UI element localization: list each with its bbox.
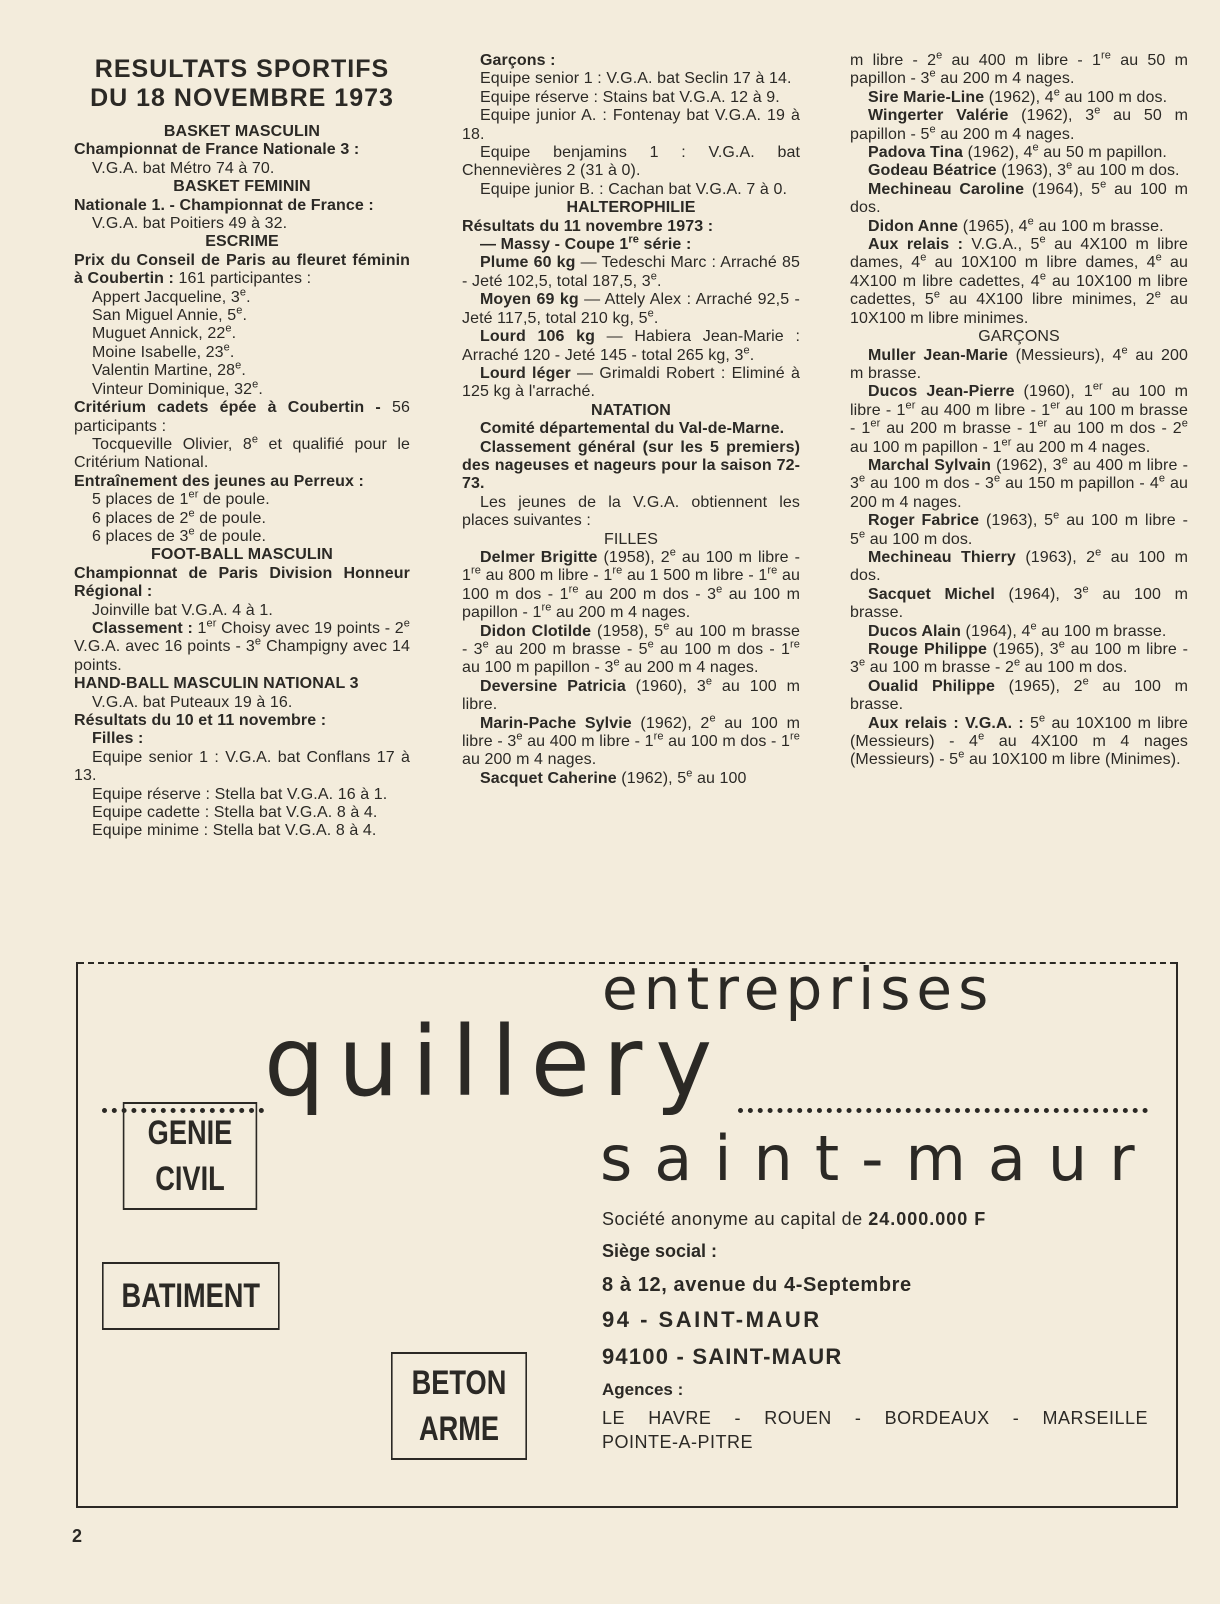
section-heading-handball: HAND-BALL MASCULIN NATIONAL 3	[74, 675, 359, 693]
nat-sire: Sire Marie-Line (1962), 4e au 100 m dos.	[868, 86, 1168, 106]
nat-jeunes: Les jeunes de la V.G.A. obtiennent les places suivantes :	[462, 493, 800, 530]
escrime-places-1: 5 places de 1er de poule.	[92, 488, 270, 509]
escrime-criterium: Critérium cadets épée à Coubertin - 56 participants :	[74, 399, 410, 435]
column-1	[74, 52, 410, 841]
halt-results-heading: Résultats du 11 novembre 1973 :	[462, 217, 714, 235]
escrime-result-5: Valentin Martine, 28e.	[92, 359, 246, 380]
halt-lourd-leger: Lourd léger — Grimaldi Robert : Eliminé à 125 kg à l'arraché.	[462, 364, 801, 401]
basket-f-result: V.G.A. bat Poitiers 49 à 32.	[92, 215, 288, 233]
hand-filles-4: Equipe minime : Stella bat V.G.A. 8 à 4.	[92, 822, 377, 840]
foot-classement: Classement : 1er Choisy avec 19 points - 2e V.G.A. avec 16 points - 3e Champigny avec 14 points.	[74, 617, 410, 674]
nat-comite: Comité départemental du Val-de-Marne.	[480, 420, 785, 438]
ad-siege-label: Siège social :	[602, 1241, 718, 1261]
nat-muller: Muller Jean-Marie (Messieurs), 4e au 200 m brasse.	[850, 344, 1188, 382]
column-2	[462, 52, 800, 788]
nat-mechineau-caroline: Mechineau Caroline (1964), 5e au 100 m dos.	[850, 178, 1189, 217]
foot-championship: Championnat de Paris Division Honneur Régional :	[74, 564, 410, 601]
nat-marin-pache: Marin-Pache Sylvie (1962), 2e au 100 m libre - 3e au 400 m libre - 1re au 100 m dos - 1re au 200 m 4 nages.	[462, 712, 801, 769]
halt-lourd: Lourd 106 kg — Habiera Jean-Marie : Arraché 120 - Jeté 145 - total 265 kg, 3e.	[462, 328, 801, 364]
nat-didon-clotilde: Didon Clotilde (1958), 5e au 100 m brasse - 3e au 200 m brasse - 5e au 100 m dos - 1re au 100 m papillon - 3e au 200 m 4 nages.	[462, 620, 800, 677]
nat-relais-filles: Aux relais : V.G.A., 5e au 4X100 m libre dames, 4e au 10X100 m libre dames, 4e au 4X100 m libre cadettes, 4e au 10X100 m libre cadettes, 5e au 4X100 libre minimes, 2e au 10X100 m libre minimes.	[850, 233, 1189, 327]
nat-relais-garcons: Aux relais : V.G.A. : 5e au 10X100 m libre (Messieurs) - 4e au 4X100 m 4 nages (Messieurs) - 5e au 10X100 m libre (Minimes).	[850, 712, 1189, 769]
halt-plume: Plume 60 kg — Tedeschi Marc : Arraché 85 - Jeté 102,5, total 187,5, 3e.	[462, 254, 800, 290]
section-heading-football: FOOT-BALL MASCULIN	[151, 546, 333, 564]
hand-garcons-label: Garçons :	[480, 52, 556, 69]
section-heading-basket-masculin: BASKET MASCULIN	[163, 123, 321, 140]
ad-agences-list: LE HAVRE - ROUEN - BORDEAUX - MARSEILLE	[602, 1408, 1148, 1428]
nat-wingerter: Wingerter Valérie (1962), 3e au 50 m papillon - 5e au 200 m 4 nages.	[850, 104, 1189, 143]
halt-moyen: Moyen 69 kg — Attely Alex : Arraché 92,5 - Jeté 117,5, total 210 kg, 5e.	[462, 291, 800, 327]
hand-filles-label: Filles :	[92, 730, 144, 748]
ad-address: 8 à 12, avenue du 4-Septembre	[602, 1274, 912, 1296]
nat-sacquet-michel: Sacquet Michel (1964), 3e au 100 m brasse.	[850, 583, 1188, 622]
nat-mechineau-thierry: Mechineau Thierry (1963), 2e au 100 m dos.	[850, 546, 1188, 585]
nat-rouge: Rouge Philippe (1965), 3e au 100 m libre - 3e au 100 m brasse - 2e au 100 m dos.	[850, 638, 1188, 677]
escrime-result-4: Moine Isabelle, 23e.	[92, 341, 235, 361]
nat-didon-anne: Didon Anne (1965), 4e au 100 m brasse.	[868, 215, 1164, 235]
nat-marchal: Marchal Sylvain (1962), 3e au 400 m libre - 3e au 100 m dos - 3e au 150 m papillon - 4e au 200 m 4 nages.	[850, 454, 1189, 511]
nat-deversine: Deversine Patricia (1960), 3e au 100 m libre.	[462, 675, 801, 714]
escrime-result-3: Muguet Annick, 22e.	[92, 323, 237, 343]
ad-entreprises: entreprises	[602, 955, 995, 1023]
hand-result: V.G.A. bat Puteaux 19 à 16.	[92, 693, 293, 711]
ad-postal-2: 94100 - SAINT-MAUR	[602, 1344, 843, 1369]
page-title: RESULTATS SPORTIFS DU 18 NOVEMBRE 1973	[90, 55, 394, 112]
foot-result: Joinville bat V.G.A. 4 à 1.	[92, 601, 273, 619]
escrime-result-2: San Miguel Annie, 5e.	[92, 304, 247, 325]
hand-garcons-3: Equipe junior A. : Fontenay bat V.G.A. 19 à 18.	[462, 107, 800, 143]
escrime-entrainement: Entraînement des jeunes au Perreux :	[74, 472, 364, 490]
ad-agences-list-2: POINTE-A-PITRE	[602, 1432, 754, 1452]
nat-oualid: Oualid Philippe (1965), 2e au 100 m brasse.	[850, 675, 1188, 714]
ad-city-name: saint-maur	[600, 1122, 1157, 1195]
section-heading-escrime: ESCRIME	[205, 233, 279, 251]
nat-garcons-heading: GARÇONS	[978, 328, 1060, 346]
ad-capital: Société anonyme au capital de 24.000.000 F	[602, 1209, 987, 1229]
escrime-result-6: Vinteur Dominique, 32e.	[92, 378, 263, 398]
hand-filles-2: Equipe réserve : Stella bat V.G.A. 16 à 1.	[92, 785, 388, 803]
ad-company-name: quillery	[264, 1006, 726, 1118]
escrime-result-1: Appert Jacqueline, 3e.	[92, 286, 251, 306]
escrime-places-3: 6 places de 3e de poule.	[92, 525, 266, 545]
ad-box-beton-arme: BETON ARME	[391, 1352, 527, 1460]
quillery-advertisement	[76, 955, 1178, 1508]
ad-box-genie-civil: GENIE CIVIL	[123, 1102, 257, 1210]
hand-garcons-2: Equipe réserve : Stains bat V.G.A. 12 à 9.	[480, 88, 780, 106]
nat-filles-heading: FILLES	[604, 530, 658, 548]
halt-massy: — Massy - Coupe 1re série :	[480, 233, 692, 254]
section-heading-basket-feminin: BASKET FEMININ	[173, 178, 311, 196]
hand-results-heading: Résultats du 10 et 11 novembre :	[74, 712, 327, 729]
escrime-tocqueville: Tocqueville Olivier, 8e et qualifié pour le Critérium National.	[74, 433, 410, 472]
nat-delmer: Delmer Brigitte (1958), 2e au 100 m libre - 1re au 800 m libre - 1re au 1 500 m libre - 1re au 100 m dos - 1re au 200 m dos - 3e au 100 m papillon - 1re au 200 m 4 nages.	[462, 546, 801, 622]
ad-agences-label: Agences :	[602, 1380, 684, 1399]
nat-ducos-jean-pierre: Ducos Jean-Pierre (1960), 1er au 100 m libre - 1er au 400 m libre - 1er au 100 m brasse - 1er au 200 m brasse - 1er au 100 m dos - 2e au 100 m papillon - 1er au 200 m 4 nages.	[850, 380, 1189, 456]
column-3	[850, 49, 1189, 770]
nat-padova: Padova Tina (1962), 4e au 50 m papillon.	[868, 141, 1167, 162]
section-heading-halterophilie: HALTEROPHILIE	[566, 199, 696, 217]
escrime-prix: Prix du Conseil de Paris au fleuret féminin à Coubertin : 161 participantes :	[74, 251, 410, 288]
basket-f-competition: Nationale 1. - Championnat de France :	[74, 196, 374, 214]
page-number: 2	[72, 1526, 83, 1546]
escrime-places-2: 6 places de 2e de poule.	[92, 507, 266, 527]
hand-garcons-1: Equipe senior 1 : V.G.A. bat Seclin 17 à 14.	[480, 70, 792, 88]
hand-filles-3: Equipe cadette : Stella bat V.G.A. 8 à 4.	[92, 804, 378, 822]
hand-garcons-4: Equipe benjamins 1 : V.G.A. bat Chennevières 2 (31 à 0).	[462, 144, 800, 180]
ad-box-batiment: BATIMENT	[102, 1262, 280, 1330]
nat-sacquet-continued: m libre - 2e au 400 m libre - 1re au 50 m papillon - 3e au 200 m 4 nages.	[850, 49, 1188, 88]
nat-roger: Roger Fabrice (1963), 5e au 100 m libre - 5e au 100 m dos.	[850, 509, 1189, 548]
nat-classement: Classement général (sur les 5 premiers) des nageuses et nageurs pour la saison 72-73.	[462, 438, 800, 493]
nat-sacquet-caherine: Sacquet Caherine (1962), 5e au 100	[480, 767, 747, 787]
nat-godeau: Godeau Béatrice (1963), 3e au 100 m dos.	[868, 160, 1180, 180]
basket-m-competition: Championnat de France Nationale 3 :	[74, 141, 360, 159]
ad-postal-1: 94 - SAINT-MAUR	[602, 1307, 822, 1332]
hand-filles-1: Equipe senior 1 : V.G.A. bat Conflans 17 à 13.	[74, 748, 410, 785]
nat-ducos-alain: Ducos Alain (1964), 4e au 100 m brasse.	[868, 620, 1167, 640]
hand-garcons-5: Equipe junior B. : Cachan bat V.G.A. 7 à 0.	[480, 180, 788, 198]
ad-dotted-rule-right	[738, 1108, 1148, 1113]
section-heading-natation: NATATION	[591, 401, 671, 419]
basket-m-result: V.G.A. bat Métro 74 à 70.	[92, 159, 275, 177]
